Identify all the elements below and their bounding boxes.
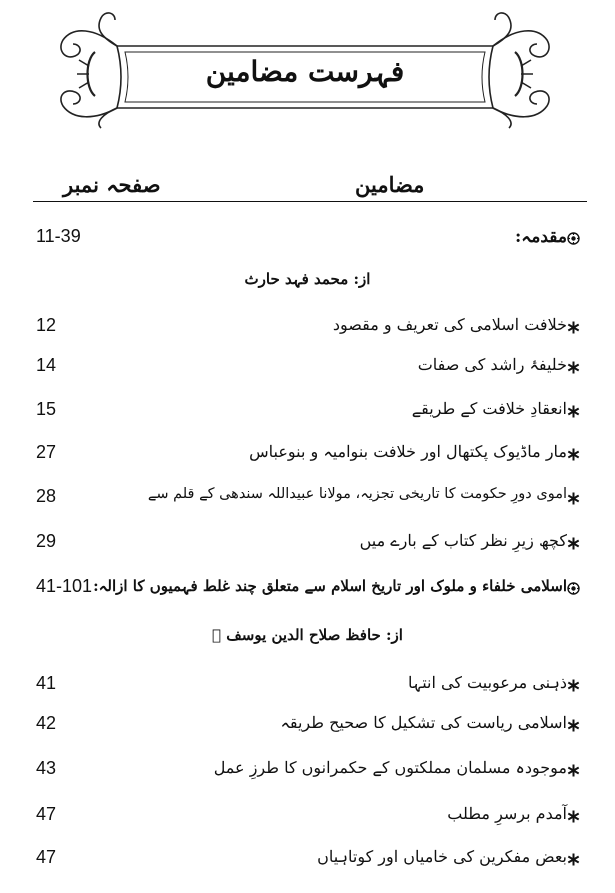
section-author: از: حافظ صلاح الدین یوسف ﷫ <box>212 626 403 644</box>
section-page-range: 41-101 <box>36 576 93 596</box>
page-number: 43 <box>36 758 57 778</box>
list-item <box>0 709 615 743</box>
asterisk-bullet-icon <box>567 359 580 372</box>
flower-bullet-icon <box>567 580 580 593</box>
entry-title: خلافت اسلامی کی تعریف و مقصود <box>332 315 567 334</box>
list-item <box>0 395 615 429</box>
asterisk-bullet-icon <box>567 490 580 503</box>
page-number: 41 <box>36 673 57 693</box>
asterisk-bullet-icon <box>567 677 580 690</box>
list-item <box>0 351 615 385</box>
asterisk-bullet-icon <box>567 808 580 821</box>
asterisk-bullet-icon <box>567 446 580 459</box>
list-item <box>0 754 615 788</box>
page-number: 15 <box>36 399 57 419</box>
page-number-column-header: صفحہ نمبر <box>63 172 161 197</box>
page-number: 14 <box>36 355 57 375</box>
entry-title: اموی دورِ حکومت کا تاریخی تجزیہ، مولانا عبیداللہ سندھی کے قلم سے <box>147 486 567 502</box>
page-number: 28 <box>36 486 57 506</box>
asterisk-bullet-icon <box>567 403 580 416</box>
list-item <box>0 527 615 561</box>
list-item <box>0 843 615 877</box>
asterisk-bullet-icon <box>567 851 580 864</box>
asterisk-bullet-icon <box>567 535 580 548</box>
asterisk-bullet-icon <box>567 319 580 332</box>
entry-title: خلیفۂ راشد کی صفات <box>417 355 567 374</box>
entry-title: ذہنی مرعوبیت کی انتہا <box>407 673 567 692</box>
entry-title: کچھ زیرِ نظر کتاب کے بارے میں <box>359 531 567 550</box>
topics-column-header: مضامین <box>355 172 425 197</box>
list-item <box>0 438 615 472</box>
entry-title: مار ماڈیوک پکتھال اور خلافت بنوامیہ و بنوعباس <box>249 442 567 461</box>
section-heading-row <box>0 572 615 606</box>
page-number: 29 <box>36 531 57 551</box>
asterisk-bullet-icon <box>567 762 580 775</box>
page-number: 47 <box>36 847 57 867</box>
page-number: 47 <box>36 804 57 824</box>
asterisk-bullet-icon <box>567 717 580 730</box>
list-item <box>0 669 615 703</box>
flower-bullet-icon <box>567 230 580 243</box>
section-author: از: محمد فہد حارث <box>244 270 371 288</box>
section-heading-row <box>0 222 615 256</box>
section-heading: مقدمہ: <box>515 227 567 247</box>
page-number: 42 <box>36 713 57 733</box>
entry-title: اسلامی ریاست کی تشکیل کا صحیح طریقہ <box>280 713 567 732</box>
section-heading: اسلامی خلفاء و ملوک اور تاریخ اسلام سے متعلق چند غلط فہمیوں کا ازالہ: <box>93 577 567 595</box>
title-cartouche <box>55 8 555 130</box>
page-number: 27 <box>36 442 57 462</box>
header-divider <box>33 201 587 202</box>
entry-title: بعض مفکرین کی خامیاں اور کوتاہیاں <box>317 847 567 866</box>
entry-title: انعقادِ خلافت کے طریقے <box>411 399 567 418</box>
page-number: 12 <box>36 315 57 335</box>
page-title: فہرست مضامین <box>205 55 405 88</box>
section-page-range: 11-39 <box>36 226 81 246</box>
list-item <box>0 482 615 516</box>
list-item <box>0 800 615 834</box>
entry-title: آمدم برسرِ مطلب <box>447 804 567 823</box>
entry-title: موجودہ مسلمان مملکتوں کے حکمرانوں کا طرزِ عمل <box>213 758 567 777</box>
list-item <box>0 311 615 345</box>
